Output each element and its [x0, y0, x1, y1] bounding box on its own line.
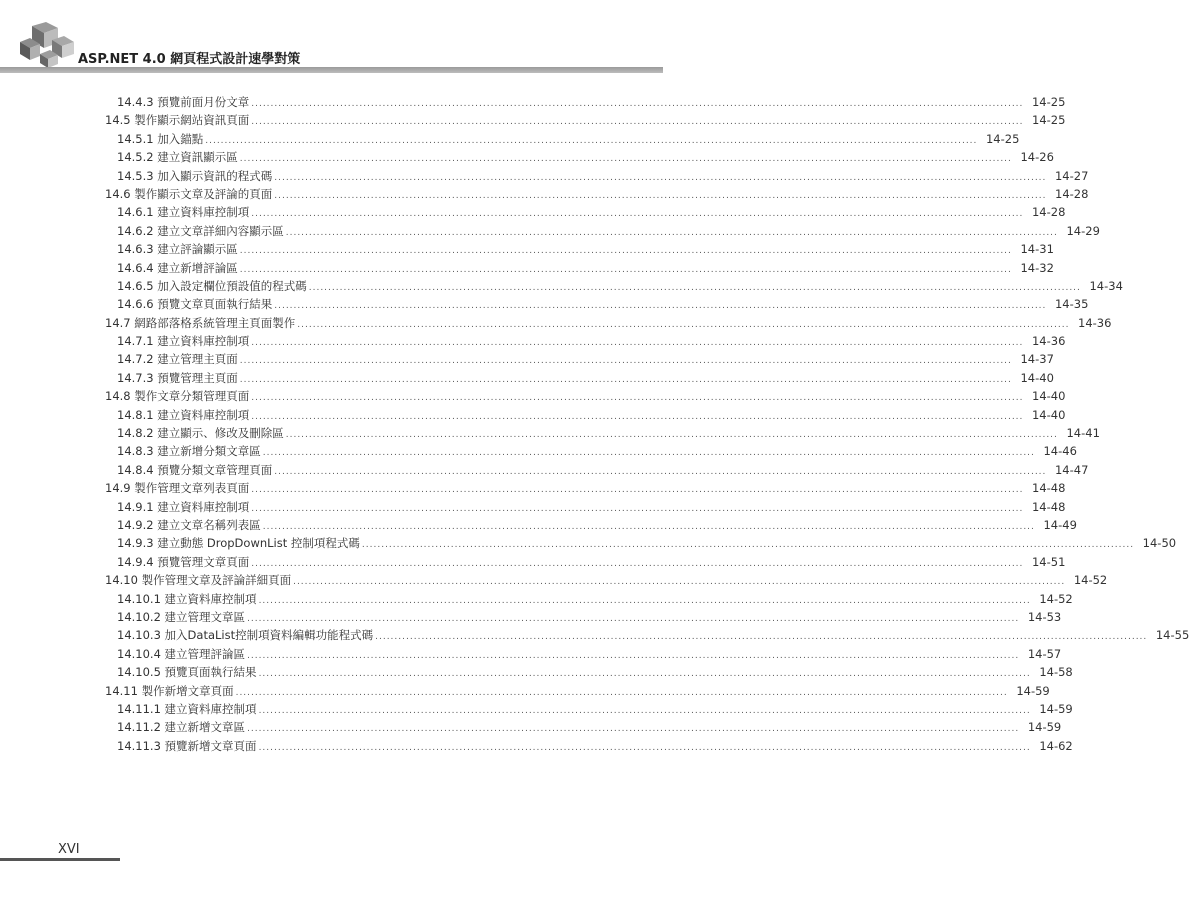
- toc-leader-dots: ........................................................................................................................................................................................................: [251, 503, 1024, 514]
- toc-entry-page: 14-40: [1032, 389, 1066, 404]
- toc-entry-title: 14.6.5 加入設定欄位預設值的程式碼: [117, 278, 307, 293]
- toc-entry-title: 14.11 製作新增文章頁面: [105, 683, 234, 698]
- toc-entry-page: 14-41: [1066, 426, 1100, 441]
- toc-entry-title: 14.6.2 建立文章詳細內容顯示區: [117, 223, 284, 238]
- toc-entry-title: 14.7.2 建立管理主頁面: [117, 352, 238, 367]
- toc-entry: [105, 203, 1066, 221]
- toc-entry-title: 14.10.2 建立管理文章區: [117, 609, 246, 624]
- toc-entry: [105, 424, 1100, 442]
- toc-leader-dots: ........................................................................................................................................................................................................: [251, 558, 1024, 569]
- toc-leader-dots: ........................................................................................................................................................................................................: [274, 172, 1047, 183]
- toc-entry-page: 14-46: [1043, 444, 1077, 459]
- toc-entry-page: 14-26: [1020, 150, 1054, 165]
- toc-leader-dots: ........................................................................................................................................................................................................: [258, 742, 1031, 753]
- toc-entry-title: 14.9.3 建立動態 DropDownList 控制項程式碼: [117, 536, 360, 551]
- toc-entry-page: 14-36: [1031, 334, 1066, 349]
- table-of-contents: [105, 93, 1189, 755]
- toc-entry-title: 14.6.3 建立評論顯示區: [117, 242, 238, 257]
- toc-entry: [105, 608, 1062, 626]
- toc-leader-dots: ........................................................................................................................................................................................................: [239, 246, 1012, 257]
- toc-entry: [105, 369, 1054, 387]
- toc-entry: [105, 406, 1066, 424]
- toc-leader-dots: ........................................................................................................................................................................................................: [247, 650, 1020, 661]
- toc-entry-title: 14.7.3 預覽管理主頁面: [117, 370, 238, 385]
- toc-entry-title: 14.8.4 預覽分類文章管理頁面: [117, 462, 273, 477]
- toc-entry: [105, 130, 1020, 148]
- toc-entry: [105, 314, 1112, 332]
- toc-entry-title: 14.10.4 建立管理評論區: [117, 646, 246, 661]
- toc-entry-title: 14.5.2 建立資訊顯示區: [117, 150, 238, 165]
- toc-entry: [105, 645, 1062, 663]
- toc-leader-dots: ........................................................................................................................................................................................................: [205, 135, 978, 146]
- toc-entry-page: 14-28: [1031, 205, 1066, 220]
- toc-entry-title: 14.6 製作顯示文章及評論的頁面: [105, 186, 273, 201]
- toc-leader-dots: ........................................................................................................................................................................................................: [239, 154, 1012, 165]
- toc-entry: [105, 185, 1089, 203]
- toc-leader-dots: ........................................................................................................................................................................................................: [274, 466, 1047, 477]
- toc-entry-title: 14.7.1 建立資料庫控制項: [117, 334, 250, 349]
- toc-leader-dots: ........................................................................................................................................................................................................: [361, 540, 1135, 551]
- toc-entry-page: 14-25: [1031, 95, 1066, 109]
- toc-leader-dots: ........................................................................................................................................................................................................: [251, 209, 1024, 220]
- toc-entry: [105, 259, 1054, 277]
- toc-entry: [105, 148, 1054, 166]
- toc-entry-page: 14-53: [1027, 609, 1062, 624]
- toc-entry: [105, 516, 1077, 534]
- toc-entry: [105, 442, 1077, 460]
- toc-entry: [105, 295, 1089, 313]
- toc-entry: [105, 461, 1089, 479]
- toc-entry: [105, 700, 1073, 718]
- toc-entry-page: 14-50: [1142, 536, 1177, 551]
- toc-entry-title: 14.9.1 建立資料庫控制項: [117, 499, 250, 514]
- toc-entry-page: 14-47: [1054, 462, 1089, 477]
- toc-entry-page: 14-35: [1054, 297, 1089, 312]
- toc-entry-page: 14-25: [985, 131, 1020, 146]
- toc-entry-page: 14-62: [1039, 738, 1073, 753]
- toc-entry-page: 14-40: [1031, 407, 1066, 422]
- toc-leader-dots: ........................................................................................................................................................................................................: [251, 411, 1024, 422]
- toc-entry: [105, 737, 1073, 755]
- toc-entry-page: 14-31: [1020, 242, 1054, 257]
- toc-entry: [105, 222, 1100, 240]
- toc-entry-title: 14.10.1 建立資料庫控制項: [117, 591, 257, 606]
- toc-entry-title: 14.6.1 建立資料庫控制項: [117, 205, 250, 220]
- toc-entry: [105, 590, 1073, 608]
- page-header: [0, 0, 663, 80]
- toc-entry-page: 14-52: [1073, 573, 1108, 588]
- toc-entry-title: 14.8.2 建立顯示、修改及刪除區: [117, 426, 284, 441]
- toc-entry-title: 14.4.3 預覽前面月份文章: [117, 95, 250, 109]
- toc-entry: [105, 718, 1062, 736]
- toc-leader-dots: ........................................................................................................................................................................................................: [308, 282, 1081, 293]
- toc-entry: [105, 167, 1089, 185]
- toc-entry: [105, 479, 1066, 497]
- toc-leader-dots: ........................................................................................................................................................................................................: [258, 669, 1031, 680]
- toc-entry-page: 14-58: [1039, 665, 1073, 680]
- toc-entry: [105, 534, 1177, 552]
- toc-entry: [105, 332, 1066, 350]
- toc-entry-page: 14-36: [1078, 315, 1112, 330]
- toc-leader-dots: ........................................................................................................................................................................................................: [239, 374, 1012, 385]
- toc-entry-page: 14-59: [1027, 720, 1062, 735]
- toc-leader-dots: ........................................................................................................................................................................................................: [297, 319, 1070, 330]
- toc-entry-page: 14-48: [1032, 481, 1066, 496]
- toc-entry-title: 14.9 製作管理文章列表頁面: [105, 481, 250, 496]
- toc-entry-title: 14.5.1 加入錨點: [117, 131, 204, 146]
- toc-leader-dots: ........................................................................................................................................................................................................: [274, 301, 1047, 312]
- toc-leader-dots: ........................................................................................................................................................................................................: [293, 577, 1066, 588]
- toc-entry-title: 14.9.4 預覽管理文章頁面: [117, 554, 250, 569]
- toc-entry-page: 14-59: [1039, 701, 1073, 716]
- toc-entry-title: 14.10.5 預覽頁面執行結果: [117, 665, 257, 680]
- toc-entry: [105, 571, 1108, 589]
- toc-entry-page: 14-59: [1016, 683, 1050, 698]
- page-number: XVI: [58, 842, 80, 857]
- toc-entry: [105, 498, 1066, 516]
- toc-leader-dots: ........................................................................................................................................................................................................: [285, 227, 1058, 238]
- footer-divider: [0, 858, 120, 861]
- toc-leader-dots: ........................................................................................................................................................................................................: [235, 687, 1008, 698]
- toc-entry: [105, 682, 1050, 700]
- toc-entry: [105, 553, 1066, 571]
- toc-leader-dots: ........................................................................................................................................................................................................: [251, 485, 1024, 496]
- toc-entry-title: 14.8.3 建立新增分類文章區: [117, 444, 261, 459]
- toc-leader-dots: ........................................................................................................................................................................................................: [251, 99, 1024, 109]
- toc-entry: [105, 387, 1066, 405]
- toc-entry-page: 14-57: [1027, 646, 1062, 661]
- toc-entry-page: 14-37: [1020, 352, 1054, 367]
- toc-leader-dots: ........................................................................................................................................................................................................: [251, 393, 1024, 404]
- toc-leader-dots: ........................................................................................................................................................................................................: [251, 338, 1024, 349]
- toc-entry-page: 14-52: [1039, 591, 1073, 606]
- cubes-logo-icon: [12, 18, 82, 74]
- toc-entry-page: 14-29: [1066, 223, 1100, 238]
- toc-entry: [105, 277, 1123, 295]
- toc-entry-title: 14.8.1 建立資料庫控制項: [117, 407, 250, 422]
- toc-leader-dots: ........................................................................................................................................................................................................: [251, 117, 1024, 128]
- toc-leader-dots: ........................................................................................................................................................................................................: [262, 448, 1035, 459]
- toc-entry-title: 14.5 製作顯示網站資訊頁面: [105, 113, 250, 128]
- toc-entry-page: 14-48: [1031, 499, 1066, 514]
- toc-entry-page: 14-27: [1054, 168, 1089, 183]
- toc-entry: [105, 626, 1189, 644]
- toc-entry-title: 14.9.2 建立文章名稱列表區: [117, 517, 261, 532]
- toc-leader-dots: ........................................................................................................................................................................................................: [285, 430, 1058, 441]
- toc-entry-page: 14-28: [1055, 186, 1089, 201]
- toc-entry: [105, 350, 1054, 368]
- toc-entry-page: 14-34: [1089, 278, 1123, 293]
- toc-entry-title: 14.11.2 建立新增文章區: [117, 720, 246, 735]
- toc-entry: [105, 663, 1073, 681]
- toc-entry: [105, 240, 1054, 258]
- toc-entry-page: 14-49: [1043, 517, 1077, 532]
- toc-leader-dots: ........................................................................................................................................................................................................: [239, 264, 1012, 275]
- toc-entry-page: 14-25: [1032, 113, 1066, 128]
- toc-entry-title: 14.6.4 建立新增評論區: [117, 260, 238, 275]
- toc-entry-title: 14.8 製作文章分類管理頁面: [105, 389, 250, 404]
- toc-entry-title: 14.10 製作管理文章及評論詳細頁面: [105, 573, 292, 588]
- toc-entry-page: 14-32: [1020, 260, 1054, 275]
- toc-entry: [105, 93, 1066, 111]
- toc-entry-page: 14-51: [1031, 554, 1066, 569]
- book-title: ASP.NET 4.0 網頁程式設計速學對策: [78, 52, 301, 67]
- toc-entry-title: 14.11.3 預覽新增文章頁面: [117, 738, 257, 753]
- toc-entry-page: 14-55: [1155, 628, 1189, 643]
- toc-entry: [105, 111, 1066, 129]
- toc-entry-title: 14.11.1 建立資料庫控制項: [117, 701, 257, 716]
- toc-entry-title: 14.10.3 加入DataList控制項資料編輯功能程式碼: [117, 628, 374, 643]
- toc-entry-page: 14-40: [1020, 370, 1054, 385]
- toc-leader-dots: ........................................................................................................................................................................................................: [258, 595, 1031, 606]
- header-divider: [0, 67, 663, 73]
- toc-leader-dots: ........................................................................................................................................................................................................: [274, 190, 1047, 201]
- toc-leader-dots: ........................................................................................................................................................................................................: [247, 613, 1020, 624]
- toc-entry-title: 14.5.3 加入顯示資訊的程式碼: [117, 168, 273, 183]
- toc-leader-dots: ........................................................................................................................................................................................................: [258, 705, 1031, 716]
- toc-leader-dots: ........................................................................................................................................................................................................: [247, 724, 1020, 735]
- toc-entry-title: 14.6.6 預覽文章頁面執行結果: [117, 297, 273, 312]
- toc-leader-dots: ........................................................................................................................................................................................................: [239, 356, 1012, 367]
- toc-leader-dots: ........................................................................................................................................................................................................: [375, 632, 1148, 643]
- toc-entry-title: 14.7 網路部落格系統管理主頁面製作: [105, 315, 296, 330]
- toc-leader-dots: ........................................................................................................................................................................................................: [262, 521, 1035, 532]
